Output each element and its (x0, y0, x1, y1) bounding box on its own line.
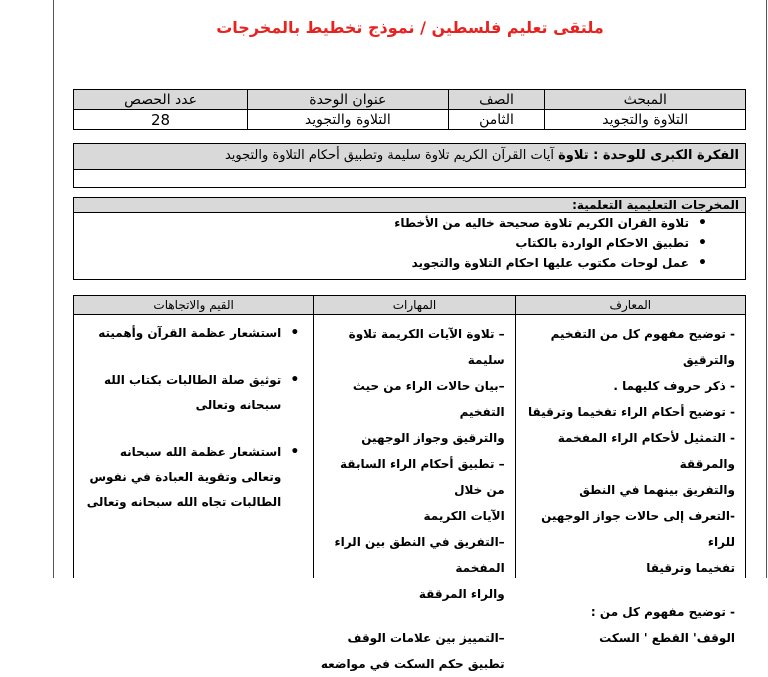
skills-line: –بيان حالات الراء من حيث التفخيم (352, 379, 505, 419)
knowledge-line: الوقف' القطع ' السكت (599, 631, 735, 645)
value-unit-title: التلاوة والتجويد (248, 110, 449, 130)
header-subject: المبحث (545, 90, 746, 110)
skills-line: –التفريق في النطق بين الراء المفخمة (334, 535, 505, 575)
values-header: القيم والاتجاهات (74, 296, 313, 315)
knowledge-line (522, 581, 735, 599)
page-title: ملتقى تعليم فلسطين / نموذج تخطيط بالمخرجات (216, 18, 604, 37)
knowledge-line: -التعرف إلى حالات جواز الوجهين للراء (541, 509, 735, 549)
knowledge-line: - ذكر حروف كليهما . (613, 379, 735, 393)
knowledge-line: والتفريق بينهما في النطق (579, 483, 735, 497)
header-lessons-count: عدد الحصص (74, 90, 248, 110)
skills-line: والراء المرققة (418, 587, 505, 601)
skills-header: المهارات (314, 296, 514, 315)
learning-outcomes-box (73, 197, 746, 280)
skills-column (313, 296, 514, 671)
knowledge-line: - توضيح أحكام الراء تفخيما وترقيقا (528, 405, 735, 419)
values-item: • استشعار عظمة الله سبحانه وتعالى وتقوية العبادة في نفوس الطالبات تجاه الله سبحانه وتعالى (80, 440, 303, 515)
value-grade: الثامن (448, 110, 545, 130)
value-lessons-count: 28 (74, 110, 248, 130)
knowledge-line: - التمثيل لأحكام الراء المفخمة والمرققة (557, 431, 735, 471)
header-unit-title: عنوان الوحدة (248, 90, 449, 110)
knowledge-column (515, 296, 745, 645)
table-header-row (74, 90, 746, 110)
skills-line: – تطبيق أحكام الراء السابقة من خلال (340, 457, 505, 497)
big-idea-box (73, 143, 746, 188)
list-item: • تطبيق الاحكام الواردة بالكتاب (74, 233, 745, 253)
knowledge-line: - توضيح مفهوم كل من : (590, 605, 735, 619)
values-item: • توثيق صلة الطالبات بكتاب الله سبحانه وتعالى (80, 368, 303, 418)
skills-line: –التمييز بين علامات الوقف (347, 631, 505, 645)
skills-line: والترقيق وجواز الوجهين (361, 431, 505, 445)
list-item: • تلاوة القران الكريم تلاوة صحيحة خاليه من الأخطاء (74, 213, 745, 233)
knowledge-line: تفخيما وترقيقا (646, 561, 735, 575)
list-item: • عمل لوحات مكتوب عليها احكام التلاوة والتجويد (74, 253, 745, 273)
header-grade: الصف (448, 90, 545, 110)
outcomes-header: المخرجات التعليمية التعلمية: (74, 198, 745, 213)
knowledge-header: المعارف (516, 296, 745, 315)
big-idea-label: الفكرة الكبرى للوحدة : تلاوة (558, 148, 739, 163)
values-column (74, 296, 313, 578)
skills-line (320, 607, 504, 625)
knowledge-line: - توضيح مفهوم كل من التفخيم والترقيق (550, 327, 735, 367)
planning-columns (73, 295, 746, 671)
skills-line: الآيات الكريمة (423, 509, 505, 523)
skills-line: – تلاوة الآيات الكريمة تلاوة سليمة (348, 327, 505, 367)
document-page (53, 0, 767, 671)
table-row (74, 110, 746, 130)
outcomes-list (74, 213, 745, 273)
value-subject: التلاوة والتجويد (545, 110, 746, 130)
values-item: • استشعار عظمة القرآن وأهميته (80, 321, 303, 346)
big-idea-text: آيات القرآن الكريم تلاوة سليمة وتطبيق أحكام التلاوة والتجويد (224, 148, 554, 163)
skills-line: تطبيق حكم السكت في مواضعه (320, 657, 505, 671)
unit-info-table (73, 89, 746, 130)
